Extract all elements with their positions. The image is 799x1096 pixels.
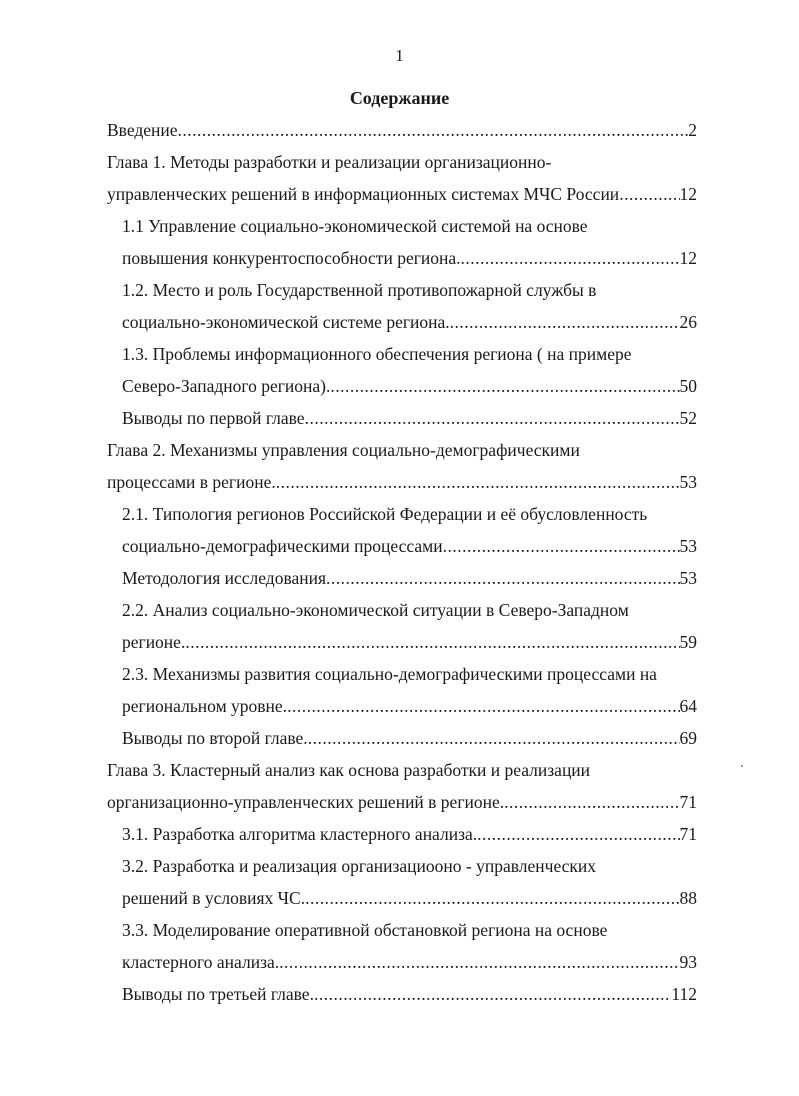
toc-entry: управленческих решений в информационных системах МЧС России ..... 12 bbox=[107, 179, 697, 209]
toc-entry: кластерного анализа. ..... 93 bbox=[122, 947, 697, 977]
toc-title: Содержание bbox=[349, 88, 450, 108]
toc-entry: Выводы по первой главе ..... 52 bbox=[122, 403, 697, 433]
toc-entry: Методология исследования ..... 53 bbox=[122, 563, 697, 593]
toc-entry: социально-демографическими процессами ..... 53 bbox=[122, 531, 697, 561]
toc-entry: Глава 3. Кластерный анализ как основа разработки и реализации bbox=[107, 760, 591, 780]
toc-entry: 2.1. Типология регионов Российской Федерации и её обусловленность bbox=[122, 504, 648, 524]
scan-speck bbox=[741, 765, 743, 767]
toc-entry: регионе. ..... 59 bbox=[122, 627, 697, 657]
toc-entry: Глава 1. Методы разработки и реализации организационно- bbox=[107, 152, 552, 172]
toc-entry: решений в условиях ЧС. ..... 88 bbox=[122, 883, 697, 913]
toc-entry: Северо-Западного региона). ..... 50 bbox=[122, 371, 697, 401]
toc-entry: организационно-управленческих решений в регионе. ..... 71 bbox=[107, 787, 697, 817]
toc-entry: Глава 2. Механизмы управления социально-демографическими bbox=[107, 440, 580, 460]
toc-entry: повышения конкурентоспособности региона. ..... 12 bbox=[122, 243, 697, 273]
toc-entry: социально-экономической системе региона. ..... 26 bbox=[122, 307, 697, 337]
toc-entry: процессами в регионе. ..... 53 bbox=[107, 467, 697, 497]
toc-entry: 1.2. Место и роль Государственной противопожарной службы в bbox=[122, 280, 597, 300]
toc-entry: 2.2. Анализ социально-экономической ситуации в Северо-Западном bbox=[122, 600, 629, 620]
toc-entry: Выводы по второй главе. ..... 69 bbox=[122, 723, 697, 753]
toc-entry: 2.3. Механизмы развития социально-демографическими процессами на bbox=[122, 664, 657, 684]
toc-entry: Введение ..... 2 bbox=[107, 115, 697, 145]
toc-entry: Выводы по третьей главе. ..... 112 bbox=[122, 979, 697, 1009]
page-number: 1 bbox=[395, 46, 404, 65]
toc-entry: 3.1. Разработка алгоритма кластерного анализа. ..... 71 bbox=[122, 819, 697, 849]
toc-entry: 3.3. Моделирование оперативной обстановкой региона на основе bbox=[122, 920, 608, 940]
toc-entry: 3.2. Разработка и реализация организациооно - управленческих bbox=[122, 856, 597, 876]
toc-entry: 1.1 Управление социально-экономической системой на основе bbox=[122, 216, 588, 236]
toc-entry: региональном уровне. ..... 64 bbox=[122, 691, 697, 721]
toc-entry: 1.3. Проблемы информационного обеспечения региона ( на примере bbox=[122, 344, 632, 364]
